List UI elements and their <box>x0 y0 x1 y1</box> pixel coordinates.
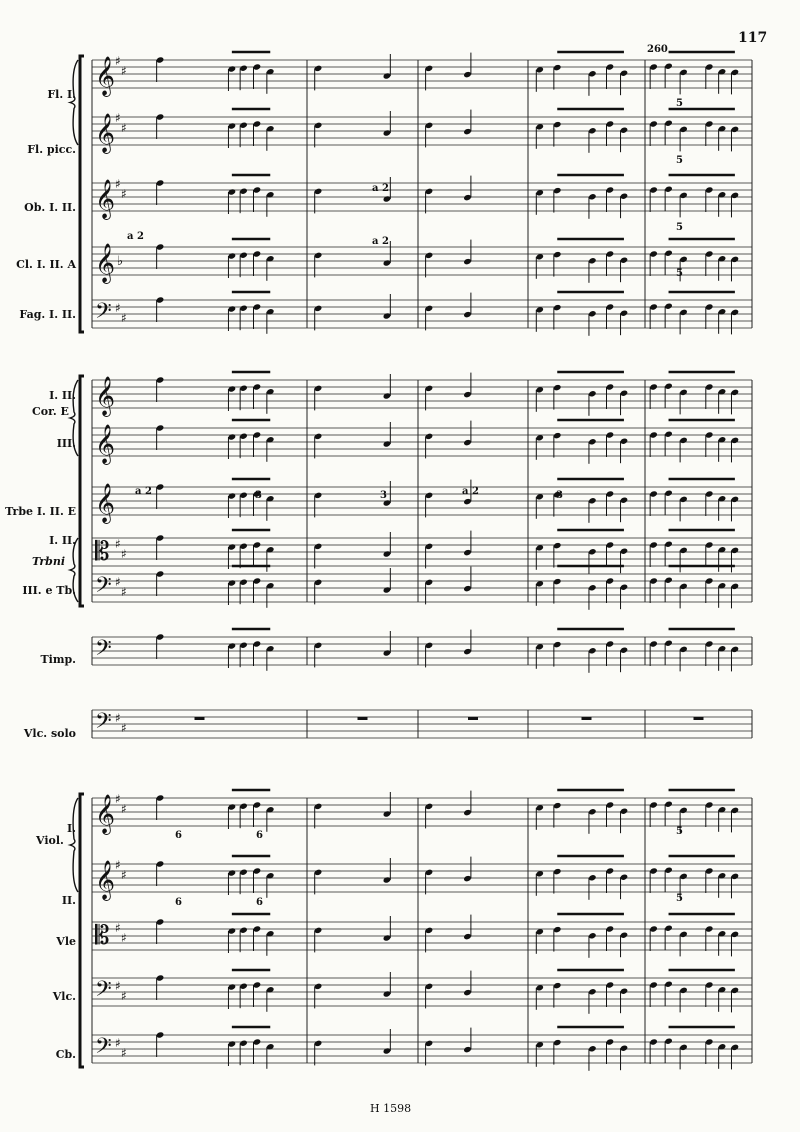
staff <box>92 60 752 88</box>
staff <box>92 247 752 275</box>
staff <box>92 798 752 826</box>
treble-clef-icon: 𝄞 <box>95 794 116 834</box>
treble-clef-icon: 𝄞 <box>95 483 116 523</box>
bass-clef-icon: 𝄢 <box>95 573 112 603</box>
treble-clef-icon: 𝄞 <box>95 376 116 416</box>
staff <box>92 710 752 738</box>
a2-marking: a 2 <box>462 486 479 497</box>
a2-marking: a 2 <box>372 236 389 247</box>
whole-rest-icon <box>195 717 205 720</box>
tuplet-5-marking: 5 <box>676 893 683 904</box>
bass-clef-icon: 𝄢 <box>95 977 112 1007</box>
instrument-label: Cb. <box>55 1048 76 1061</box>
sharp-icon: ♯ <box>115 792 121 806</box>
treble-clef-icon: 𝄞 <box>95 860 116 900</box>
treble-clef-icon: 𝄞 <box>95 424 116 464</box>
bass-clef-icon: 𝄢 <box>95 299 112 329</box>
barlines <box>92 60 752 1063</box>
tuplet-5-marking: 5 <box>676 98 683 109</box>
tuplet-6-marking: 6 <box>175 897 182 908</box>
staff <box>92 864 752 892</box>
staff <box>92 637 752 665</box>
sharp-icon: ♯ <box>121 311 127 325</box>
brace <box>70 798 78 892</box>
staff <box>92 574 752 602</box>
tuplet-5-marking: 5 <box>676 268 683 279</box>
brace <box>70 60 78 145</box>
treble-clef-icon: 𝄞 <box>95 56 116 96</box>
tuplet-6-marking: 6 <box>256 830 263 841</box>
page-number: 117 <box>738 30 768 46</box>
treble-clef-icon: 𝄞 <box>95 243 116 283</box>
instrument-label: Ob. I. II. <box>24 201 76 214</box>
sharp-icon: ♯ <box>115 537 121 551</box>
system-bracket <box>80 794 84 1067</box>
a2-marking: a 2 <box>135 486 152 497</box>
sharp-icon: ♯ <box>121 868 127 882</box>
instrument-label: Trbe I. II. E <box>5 505 76 518</box>
tuplet-3-marking: 3 <box>380 490 387 501</box>
tuplet-3-marking: 3 <box>556 490 563 501</box>
staff <box>92 183 752 211</box>
staff <box>92 538 752 566</box>
whole-rest-icon <box>358 717 368 720</box>
whole-rest-icon <box>694 717 704 720</box>
sharp-icon: ♯ <box>121 1046 127 1060</box>
sharp-icon: ♯ <box>115 1036 121 1050</box>
sharp-icon: ♯ <box>121 802 127 816</box>
staff-lines <box>92 60 752 1063</box>
instrument-label: I. <box>67 822 76 835</box>
bass-clef-icon: 𝄢 <box>95 1034 112 1064</box>
treble-clef-icon: 𝄞 <box>95 179 116 219</box>
tromboni-group-label: Trbni <box>32 555 66 568</box>
sharp-icon: ♯ <box>115 111 121 125</box>
instrument-label: I. II. <box>49 389 76 402</box>
instrument-label: III. e Tb. <box>22 584 76 597</box>
tuplet-6-marking: 6 <box>256 897 263 908</box>
instrument-label: Timp. <box>40 653 76 666</box>
tuplet-5-marking: 5 <box>676 826 683 837</box>
bar-number: 260 <box>647 44 668 55</box>
a2-marking: a 2 <box>127 231 144 242</box>
staff <box>92 978 752 1006</box>
system-bracket <box>80 56 84 332</box>
sharp-icon: ♯ <box>115 301 121 315</box>
sharp-icon: ♯ <box>121 721 127 735</box>
sharp-icon: ♯ <box>121 121 127 135</box>
sharp-icon: ♯ <box>115 177 121 191</box>
sharp-icon: ♯ <box>121 547 127 561</box>
sharp-icon: ♯ <box>115 711 121 725</box>
staff <box>92 300 752 328</box>
sharp-icon: ♯ <box>115 54 121 68</box>
instrument-label: Cl. I. II. A <box>16 258 76 271</box>
bass-clef-icon: 𝄢 <box>95 709 112 739</box>
instrument-label: Vlc. <box>52 990 76 1003</box>
tuplet-6-marking: 6 <box>175 830 182 841</box>
whole-rest-icon <box>582 717 592 720</box>
sharp-icon: ♯ <box>121 64 127 78</box>
sharp-icon: ♯ <box>121 585 127 599</box>
tuplet-5-marking: 5 <box>676 222 683 233</box>
tuplet-3-marking: 3 <box>255 490 262 501</box>
flat-icon: ♭ <box>117 254 124 269</box>
tuplet-5-marking: 5 <box>676 155 683 166</box>
violini-group-label: Viol. <box>36 834 64 847</box>
instrument-label: Vlc. solo <box>23 727 76 740</box>
instrument-label: Vle <box>56 935 76 948</box>
alto-clef-icon: 𝄡 <box>95 921 110 951</box>
corni-group-label: Cor. E <box>32 405 69 418</box>
sharp-icon: ♯ <box>121 931 127 945</box>
bass-clef-icon: 𝄢 <box>95 636 112 666</box>
staff <box>92 380 752 408</box>
staff <box>92 117 752 145</box>
instrument-label: I. II. <box>49 534 76 547</box>
sharp-icon: ♯ <box>115 921 121 935</box>
instrument-label: Fl. I. <box>47 88 76 101</box>
plate-number: H 1598 <box>370 1102 412 1115</box>
notes <box>156 52 739 1071</box>
alto-clef-icon: 𝄡 <box>95 537 110 567</box>
system-bracket <box>80 376 84 606</box>
staff <box>92 1035 752 1063</box>
treble-clef-icon: 𝄞 <box>95 113 116 153</box>
staff <box>92 487 752 515</box>
instrument-label: Fag. I. II. <box>19 308 76 321</box>
staff <box>92 428 752 456</box>
sharp-icon: ♯ <box>115 979 121 993</box>
sharp-icon: ♯ <box>115 575 121 589</box>
instrument-label: III. <box>56 437 76 450</box>
instrument-label: II. <box>61 894 76 907</box>
instrument-label: Fl. picc. <box>27 143 76 156</box>
whole-rest-icon <box>468 717 478 720</box>
sharp-icon: ♯ <box>115 858 121 872</box>
a2-marking: a 2 <box>372 183 389 194</box>
staff <box>92 922 752 950</box>
sharp-icon: ♯ <box>121 989 127 1003</box>
sharp-icon: ♯ <box>121 187 127 201</box>
